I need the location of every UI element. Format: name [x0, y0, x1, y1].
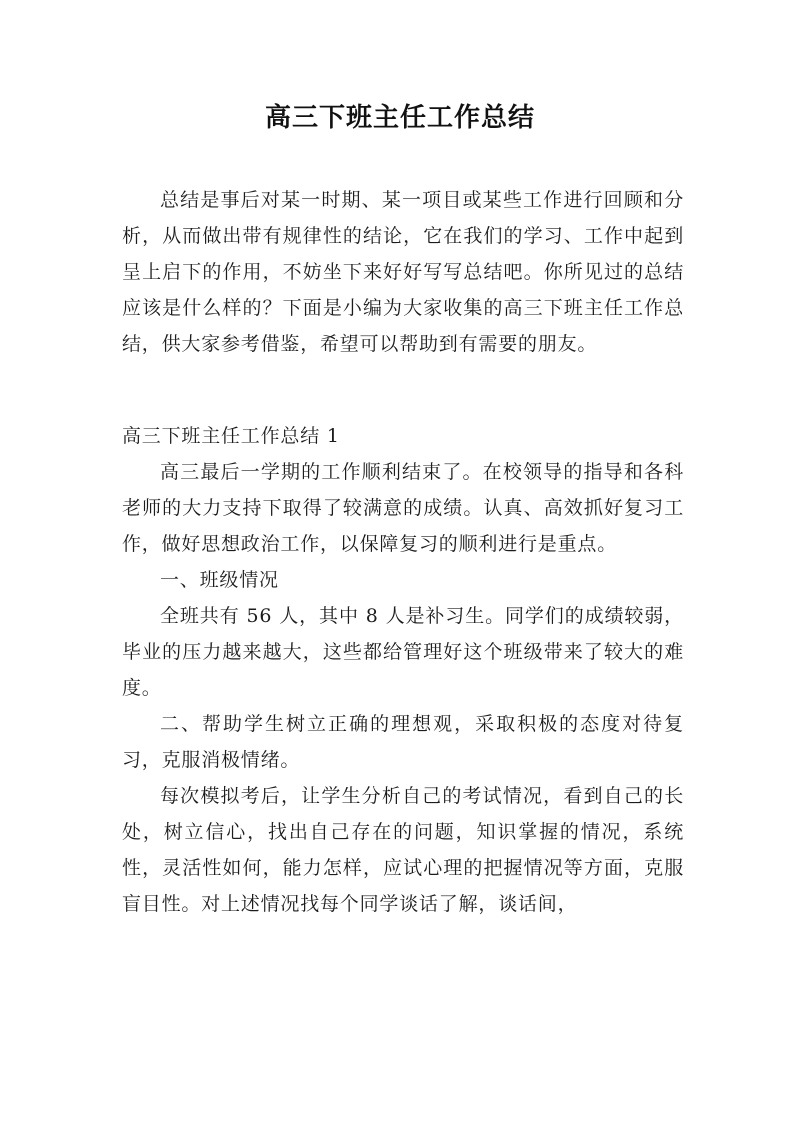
subheading-class-situation: 一、班级情况 [160, 569, 279, 591]
body-paragraph: 高三最后一学期的工作顺利结束了。在校领导的指导和各科老师的大力支持下取得了较满意的成绩。认真、高效抓好复习工作，做好思想政治工作，以保障复习的顺利进行是重点。 [122, 461, 684, 555]
body-paragraph: 每次模拟考后，让学生分析自己的考试情况，看到自己的长处，树立信心，找出自己存在的问题，知识掌握的情况，系统性，灵活性如何，能力怎样，应试心理的把握情况等方面，克服盲目性。对上述情况找每个同学谈话了解，谈话间， [122, 785, 684, 915]
body-paragraph: 全班共有 56 人，其中 8 人是补习生。同学们的成绩较弱，毕业的压力越来越大，这些都给管理好这个班级带来了较大的难度。 [122, 605, 684, 699]
document-title: 高三下班主任工作总结 [264, 103, 535, 133]
document-body [122, 182, 684, 922]
section-title: 高三下班主任工作总结 1 [122, 425, 340, 447]
section-spacer [122, 362, 684, 418]
subheading-ideals: 二、帮助学生树立正确的理想观，采取积极的态度对待复习，克服消极情绪。 [122, 713, 684, 771]
intro-paragraph: 总结是事后对某一时期、某一项目或某些工作进行回顾和分析，从而做出带有规律性的结论，它在我们的学习、工作中起到呈上启下的作用，不妨坐下来好好写写总结吧。你所见过的总结应该是什么样的？下面是小编为大家收集的高三下班主任工作总结，供大家参考借鉴，希望可以帮助到有需要的朋友。 [122, 189, 684, 355]
